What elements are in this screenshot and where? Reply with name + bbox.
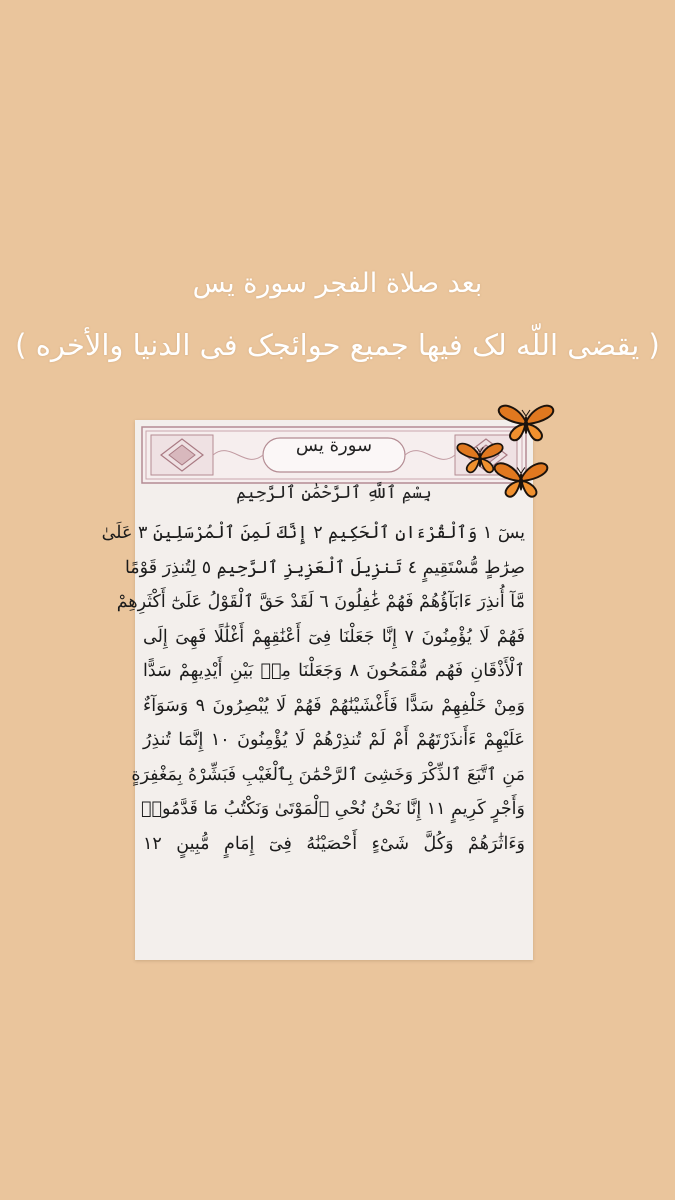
- mushaf-page: [101, 420, 533, 960]
- verse-line: ٱلْأَذْقَانِ فَهُم مُّقْمَحُونَ ٨ وَجَعَلْنَا مِنۢ بَيْنِ أَيْدِيهِمْ سَدًّا: [143, 661, 525, 681]
- verse-line: وَأَجْرٍ كَرِيمٍ ١١ إِنَّا نَحْنُ نُحْىِ ٱلْمَوْتَىٰ وَنَكْتُبُ مَا قَدَّمُوا۟: [140, 799, 525, 819]
- caption-title: بعد صلاة الفجر سورة يس: [192, 268, 483, 299]
- butterfly-icon: [492, 458, 550, 502]
- verse-line: فَهُمْ لَا يُؤْمِنُونَ ٧ إِنَّا جَعَلْنَا فِىٓ أَعْنَٰقِهِمْ أَغْلَٰلًا فَهِىَ إِلَى: [143, 626, 525, 647]
- verse-line: صِرَٰطٍ مُّسْتَقِيمٍ ٤ تَنزِيلَ ٱلْعَزِيزِ ٱلرَّحِيمِ ٥ لِتُنذِرَ قَوْمًا: [124, 557, 525, 578]
- verse-line: عَلَيْهِمْ ءَأَنذَرْتَهُمْ أَمْ لَمْ تُنذِرْهُمْ لَا يُؤْمِنُونَ ١٠ إِنَّمَا تُنذِرُ: [143, 730, 525, 750]
- verse-line: وَمِنْ خَلْفِهِمْ سَدًّا فَأَغْشَيْنَٰهُمْ فَهُمْ لَا يُبْصِرُونَ ٩ وَسَوَآءٌ: [143, 695, 525, 716]
- verse-line: يسٓ ١ وَٱلْقُرْءَانِ ٱلْحَكِيمِ ٢ إِنَّكَ لَمِنَ ٱلْمُرْسَلِينَ ٣ عَلَىٰ: [101, 523, 525, 543]
- verse-line: مَنِ ٱتَّبَعَ ٱلذِّكْرَ وَخَشِىَ ٱلرَّحْمَٰنَ بِٱلْغَيْبِ فَبَشِّرْهُ بِمَغْفِرَةٍ: [131, 764, 525, 785]
- verse-line: وَءَاثَٰرَهُمْ وَكُلَّ شَىْءٍ أَحْصَيْنَٰهُ فِىٓ إِمَامٍ مُّبِينٍ ١٢: [143, 833, 525, 854]
- surah-name: سورة يس: [295, 435, 373, 456]
- caption-subtitle: ( يقضى اللّه لک فيها جميع حوائجک فی الدنيا والأخره ): [15, 328, 660, 362]
- verse-line: مَّآ أُنذِرَ ءَابَآؤُهُمْ فَهُمْ غَٰفِلُونَ ٦ لَقَدْ حَقَّ ٱلْقَوْلُ عَلَىٰٓ أَكْثَرِهِمْ: [116, 592, 525, 612]
- basmala: بِسْمِ ٱللَّهِ ٱلرَّحْمَٰنِ ٱلرَّحِيمِ: [236, 483, 432, 503]
- verse-list: [101, 516, 525, 861]
- butterfly-icon: [496, 402, 556, 444]
